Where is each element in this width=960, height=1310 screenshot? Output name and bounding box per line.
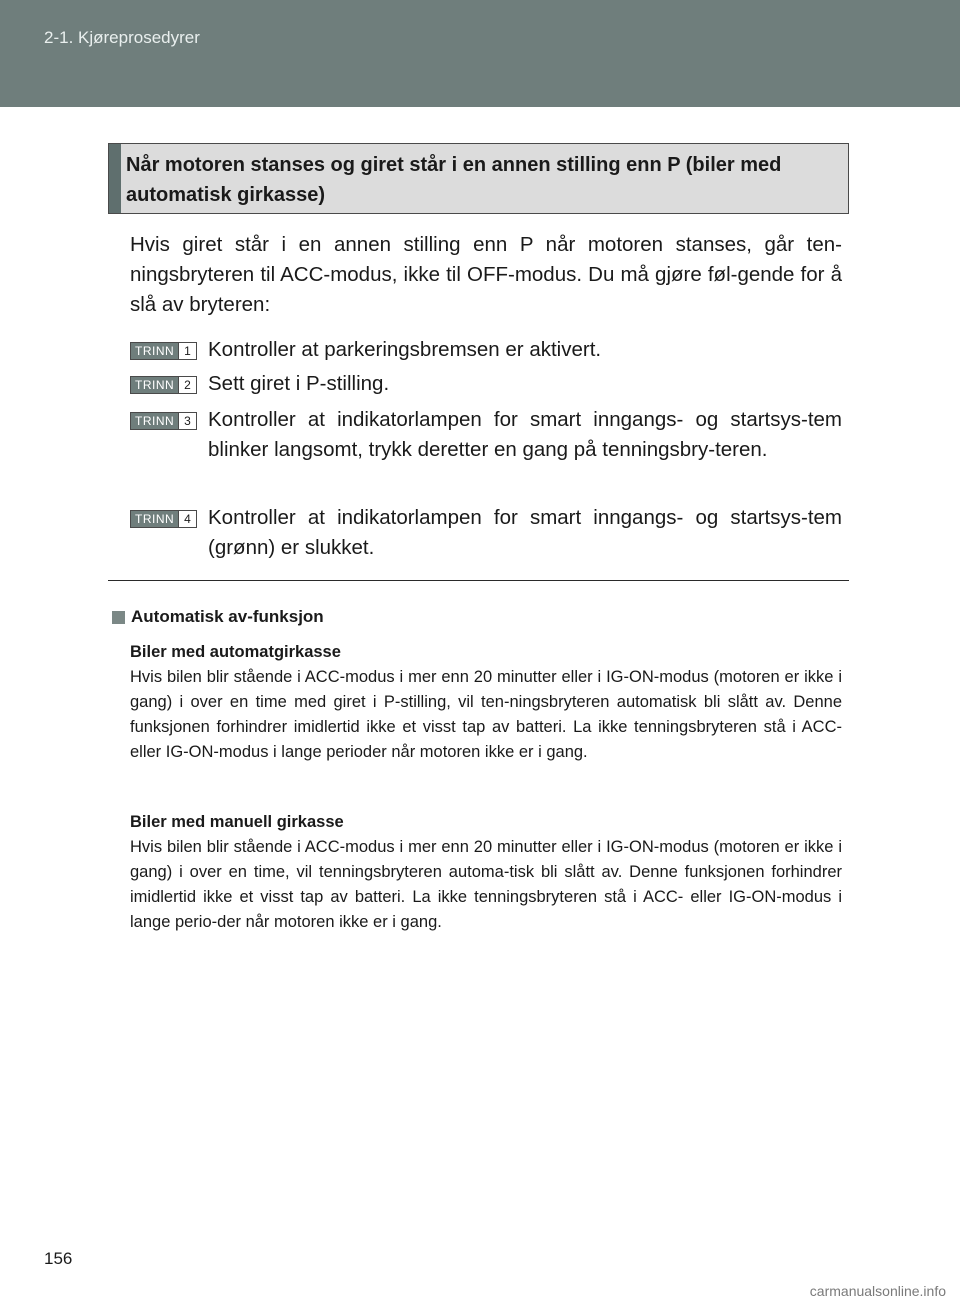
step-badge-number: 1 [178, 343, 196, 359]
note-text: Hvis bilen blir stående i ACC-modus i mer enn 20 minutter eller i IG-ON-modus (motoren er ikke i gang) i over en time med giret i P-stilling, vil ten-ningsbryteren automatisk bli slått av. Denne funksjonen forhindrer imidlertid ikke et visst tap av batteri. La ikke tenningsbryteren stå i ACC- eller IG-ON-modus i lange perioder når motoren ikke er i gang. [130, 668, 842, 761]
note-title: Biler med automatgirkasse [130, 643, 341, 661]
note-manual [130, 810, 842, 935]
step-text: Kontroller at indikatorlampen for smart inngangs- og startsys-tem (grønn) er slukket. [208, 506, 842, 559]
note-automatic [130, 640, 842, 765]
step-4 [130, 503, 842, 563]
step-badge-word: TRINN [131, 343, 178, 359]
step-badge-number: 3 [178, 413, 196, 429]
step-3 [130, 405, 842, 465]
section-divider [108, 580, 849, 581]
step-badge [130, 376, 197, 394]
note-title: Biler med manuell girkasse [130, 813, 344, 831]
step-badge-number: 4 [178, 511, 196, 527]
page-number: 156 [44, 1249, 73, 1268]
title-accent-bar [109, 144, 121, 213]
step-badge-number: 2 [178, 377, 196, 393]
step-badge [130, 412, 197, 430]
section-title-box [108, 143, 849, 214]
note-text: Hvis bilen blir stående i ACC-modus i mer enn 20 minutter eller i IG-ON-modus (motoren er ikke i gang) i over en time, vil tenningsbryteren automa-tisk bli slått av. Denne funksjonen forhindrer imidlertid ikke et visst tap av batteri. La ikke tenningsbryteren stå i ACC- eller IG-ON-modus i lange perio-der når motoren ikke er i gang. [130, 838, 842, 931]
step-badge-word: TRINN [131, 511, 178, 527]
step-badge [130, 342, 197, 360]
step-badge [130, 510, 197, 528]
step-1 [130, 335, 842, 365]
page-header [0, 0, 960, 107]
step-text: Kontroller at indikatorlampen for smart inngangs- og startsys-tem blinker langsomt, trykk deretter en gang på tenningsbry-teren. [208, 408, 842, 461]
square-bullet-icon [112, 611, 125, 624]
notes-heading [112, 607, 324, 627]
section-title: Når motoren stanses og giret står i en annen stilling enn P (biler med automatisk girkasse) [126, 154, 782, 206]
intro-paragraph: Hvis giret står i en annen stilling enn P når motoren stanses, går ten-ningsbryteren til ACC-modus, ikke til OFF-modus. Du må gjøre føl-gende for å slå av bryteren: [130, 233, 842, 316]
step-text: Kontroller at parkeringsbremsen er aktivert. [208, 338, 602, 361]
step-2 [130, 369, 842, 399]
notes-heading-text: Automatisk av-funksjon [131, 607, 324, 626]
step-badge-word: TRINN [131, 377, 178, 393]
watermark: carmanualsonline.info [809, 1283, 946, 1299]
section-label: 2-1. Kjøreprosedyrer [44, 28, 200, 47]
step-badge-word: TRINN [131, 413, 178, 429]
step-text: Sett giret i P-stilling. [208, 372, 390, 395]
